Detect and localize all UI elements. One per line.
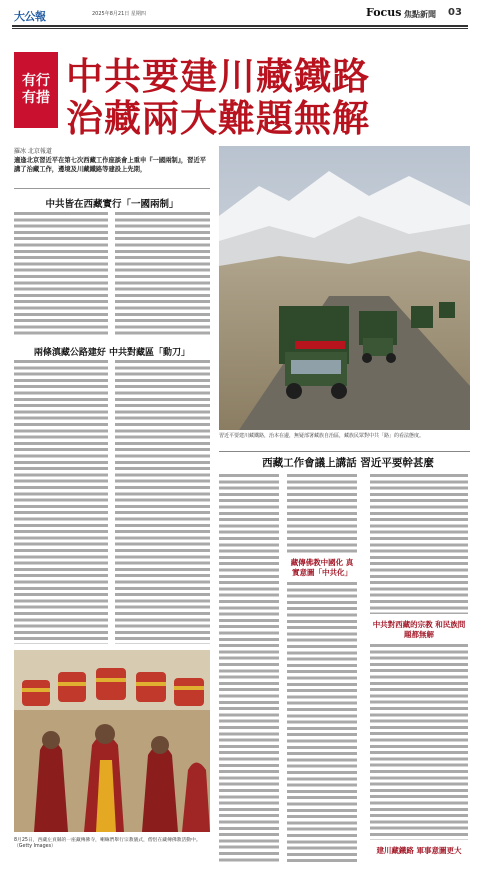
military-trucks-photo [219,146,470,430]
lead-rule [14,188,210,189]
page-number: 03 [448,7,462,18]
kicker-box [14,52,58,128]
body-text-block [287,474,357,554]
headline-line-1: 中共要建川藏鐵路 [66,54,370,98]
lead-paragraph: 適逢北京習近平在第七次西藏工作座談會上重申『一國兩制』，習近平講了治藏工作，邊境及川藏鐵路等建設上先期， [14,157,207,173]
masthead-rule [12,25,468,27]
kicker-line-2: 有措 [22,90,50,106]
body-text-block [219,474,279,862]
subhead-sinicization: 藏傳佛教中國化 真實意圖「中共化」 [290,558,354,577]
kicker-line-1: 有行 [22,73,50,89]
date-line: 2025年8月21日 星期四 [92,11,146,17]
subhead-religion-ethnicity: 中共對西藏的宗教 和民族問題都無解 [372,620,466,639]
subhead-one-country-two-systems: 中共皆在西藏實行「一國兩制」 [45,199,179,210]
paper-name: 大公報 [14,10,46,23]
body-text-block [115,360,210,644]
body-text-block [370,644,468,840]
main-photo-caption: 習近平要建川藏鐵路，治本在邊，無疑部署藏族自治區，藏族民眾對中共「路」的看法態度。 [219,433,425,439]
monks-photo-caption: 8月25日，西藏左貢縣的一座藏傳佛寺，喇嘛們舉行宗教儀式，僧侶在藏傳佛教活動中。（Getty Images） [14,838,201,850]
body-text-block [370,474,468,614]
subhead-railway-military: 建川藏鐵路 軍事意圖更大 [376,846,462,855]
body-text-block [14,212,108,338]
masthead-rule-thin [12,28,468,29]
monks-photo [14,650,210,832]
byline: 羅冰 北京報道 [14,148,52,155]
focus-label: Focus [366,6,402,19]
body-text-block [287,582,357,862]
body-text-block [115,212,210,338]
body-text-block [14,360,108,644]
subhead-work-meeting: 西藏工作會議上講話 習近平要幹甚麼 [262,457,434,469]
subhead-highway: 兩條滇藏公路建好 中共對藏區「動刀」 [33,348,191,358]
headline-line-2: 治藏兩大難題無解 [66,96,370,140]
section-divider [219,451,470,452]
section-label: 焦點新聞 [404,10,436,19]
